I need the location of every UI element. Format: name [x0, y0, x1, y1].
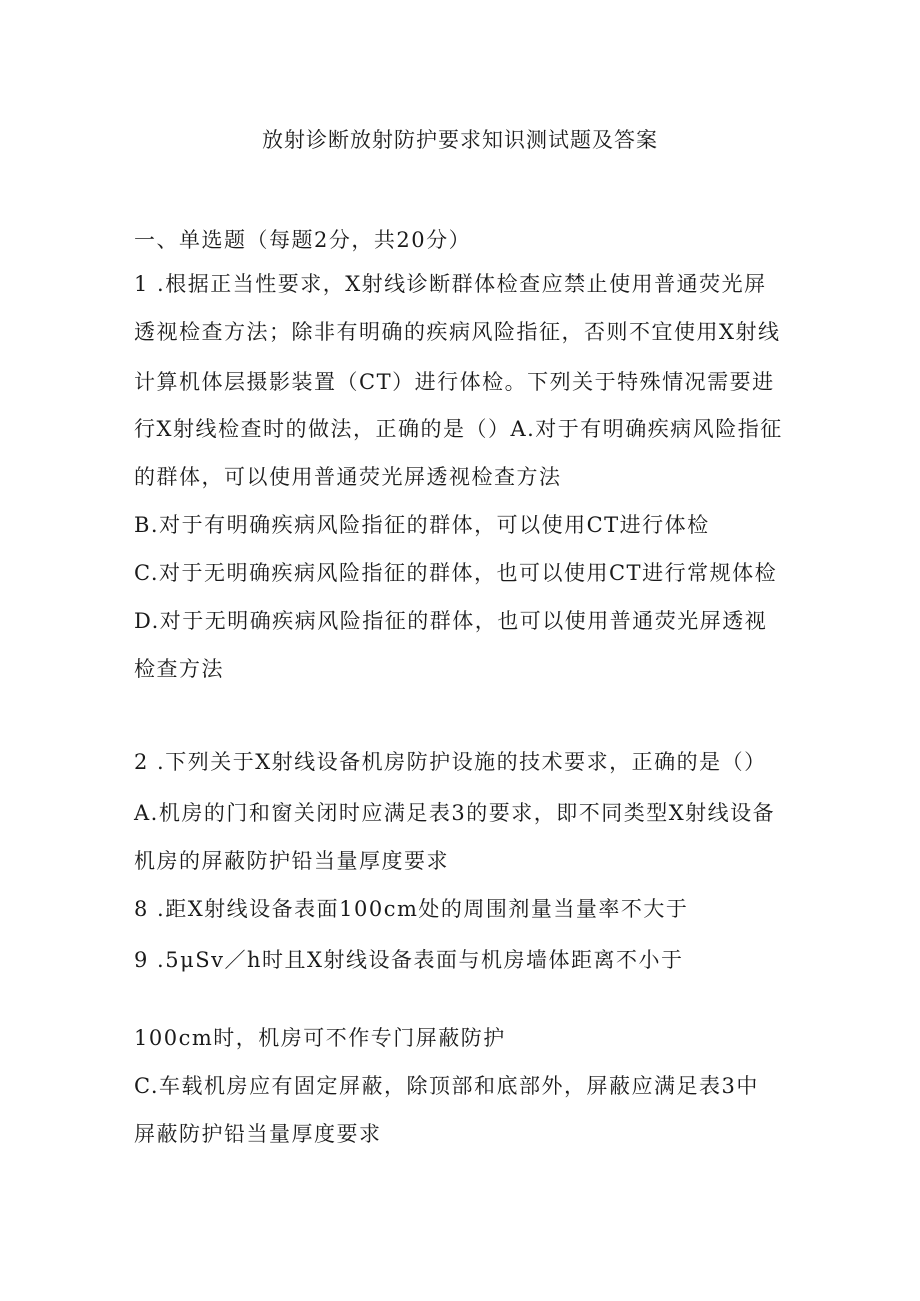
question-2-option-c: C.车载机房应有固定屏蔽，除顶部和底部外，屏蔽应满足表3中	[134, 1074, 759, 1098]
question-2-item-8: 8 .距X射线设备表面100cm处的周围剂量当量率不大于	[134, 897, 689, 921]
question-2-stem: 2 .下列关于X射线设备机房防护设施的技术要求，正确的是（）	[134, 750, 767, 774]
question-1-option-c: C.对于无明确疾病风险指征的群体，也可以使用CT进行常规体检	[134, 561, 778, 585]
question-1-line-2: 透视检查方法；除非有明确的疾病风险指征，否则不宜使用X射线	[134, 320, 781, 344]
question-1-line-1: 1 .根据正当性要求，X射线诊断群体检查应禁止使用普通荧光屏	[134, 272, 767, 296]
question-1-line-4: 行X射线检查时的做法，正确的是（）A.对于有明确疾病风险指征	[134, 417, 783, 441]
question-1-option-b: B.对于有明确疾病风险指征的群体，可以使用CT进行体检	[134, 513, 710, 537]
question-2-item-9: 9 .5μSv／h时且X射线设备表面与机房墙体距离不小于	[134, 948, 684, 972]
question-2-option-a-cont: 机房的屏蔽防护铅当量厚度要求	[134, 849, 449, 873]
question-2-item-9-cont: 100cm时，机房可不作专门屏蔽防护	[134, 1026, 506, 1050]
question-2-option-a: A.机房的门和窗关闭时应满足表3的要求，即不同类型X射线设备	[134, 801, 776, 825]
question-1-line-3: 计算机体层摄影装置（CT）进行体检。下列关于特殊情况需要进	[134, 370, 775, 394]
section-heading: 一、单选题（每题2分，共20分）	[134, 228, 472, 252]
question-1-line-5: 的群体，可以使用普通荧光屏透视检查方法	[134, 465, 562, 489]
question-1-option-d-cont: 检查方法	[134, 657, 224, 681]
question-1-option-d: D.对于无明确疾病风险指征的群体，也可以使用普通荧光屏透视	[134, 609, 768, 633]
document-title: 放射诊断放射防护要求知识测试题及答案	[262, 128, 658, 152]
question-2-option-c-cont: 屏蔽防护铅当量厚度要求	[134, 1122, 382, 1146]
